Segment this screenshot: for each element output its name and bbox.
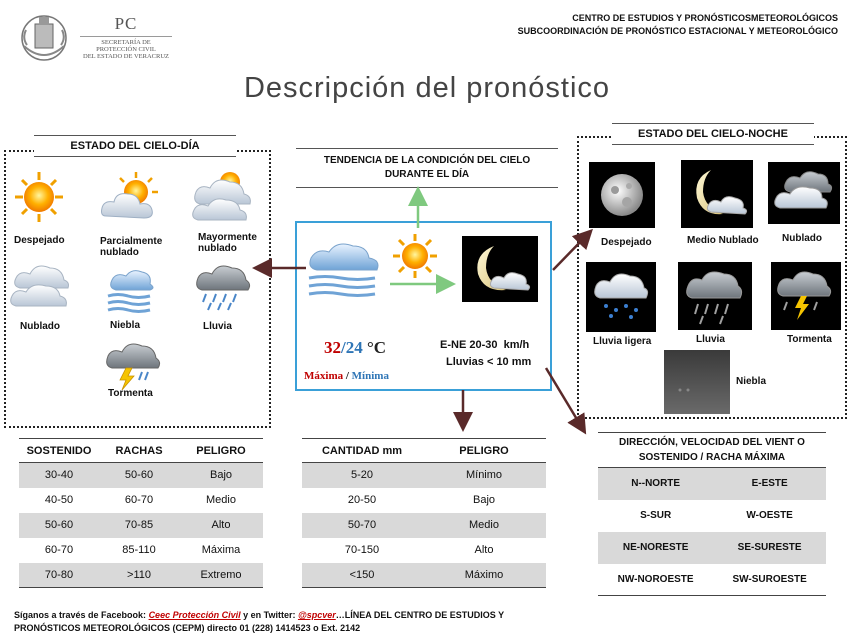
trend-line-1: TENDENCIA DE LA CONDICIÓN DEL CIELO <box>323 155 531 166</box>
header-rachas: RACHAS <box>99 439 179 463</box>
table-row <box>302 488 546 513</box>
cell: W-OESTE <box>746 510 793 521</box>
direction-table-title <box>598 432 826 465</box>
footer-text-1: Síganos a través de Facebook: <box>14 610 149 620</box>
rain-icon <box>192 260 252 312</box>
table-row <box>598 468 826 500</box>
cloud-icon <box>8 258 72 310</box>
label-max: Máxima <box>304 370 344 382</box>
fog-icon <box>104 266 156 314</box>
cell: 30-40 <box>19 463 99 488</box>
night-label-niebla: Niebla <box>736 376 767 387</box>
table-row <box>19 463 263 488</box>
logo-line-1: SECRETARÍA DE <box>101 39 151 46</box>
cell: Máxima <box>201 544 241 556</box>
wind-readout: E-NE 20-30 km/h <box>440 339 530 351</box>
cell: 50-60 <box>19 513 99 538</box>
cell: Medio <box>422 513 546 538</box>
temperature-readout <box>324 338 386 358</box>
direction-table <box>598 467 826 596</box>
day-label-parcialmente-nublado: Parcialmente nublado <box>100 236 163 258</box>
rain-danger-table <box>302 438 546 588</box>
cell: Máximo <box>422 563 546 588</box>
night-label-medio-nublado: Medio Nublado <box>687 235 759 246</box>
logo-initials: PC <box>114 14 138 33</box>
cell: Bajo <box>179 463 263 488</box>
trend-caption <box>296 148 558 188</box>
cell: NE-NORESTE <box>598 532 713 564</box>
header-org-name <box>518 12 838 38</box>
day-label-despejado: Despejado <box>14 235 65 246</box>
cell: Bajo <box>472 494 496 506</box>
direction-title-line-2: SOSTENIDO / RACHA MÁXIMA <box>638 452 786 463</box>
table-row <box>302 538 546 563</box>
logo-line-2: PROTECCIÓN CIVIL <box>96 46 156 53</box>
direction-title-line-1: DIRECCIÓN, VELOCIDAD DEL VIENT O <box>619 437 805 448</box>
table-row <box>19 488 263 513</box>
cell: E-ESTE <box>713 468 826 500</box>
header-peligro: PELIGRO <box>422 439 546 463</box>
table-header-row <box>19 439 263 463</box>
header-sostenido: SOSTENIDO <box>19 439 99 463</box>
cell: 40-50 <box>44 494 74 506</box>
cell: SW-SUROESTE <box>713 564 826 596</box>
page-title: Descripción del pronóstico <box>243 72 611 104</box>
table-row <box>302 463 546 488</box>
facebook-link[interactable]: Ceec Protección Civil <box>148 610 241 620</box>
temp-max: 32 <box>324 338 341 357</box>
cell: >110 <box>99 563 179 588</box>
logo-subtitle <box>80 36 172 60</box>
night-label-lluvia: Lluvia <box>696 334 725 345</box>
night-label-lluvia-ligera: Lluvia ligera <box>593 336 652 347</box>
footer-text-2: y en Twitter: <box>240 610 298 620</box>
day-label-tormenta: Tormenta <box>108 388 153 399</box>
header-peligro: PELIGRO <box>179 439 263 463</box>
table-row <box>302 563 546 588</box>
cell: N--NORTE <box>598 468 713 500</box>
night-panel-title: ESTADO DEL CIELO-NOCHE <box>612 123 814 145</box>
header-line-2: SUBCOORDINACIÓN DE PRONÓSTICO ESTACIONAL Y METEOROLÓGICO <box>517 26 838 36</box>
cell: Alto <box>179 513 263 538</box>
org-logo <box>80 14 172 60</box>
seal-logo <box>18 12 70 67</box>
table-row <box>598 500 826 532</box>
header-cantidad: CANTIDAD mm <box>302 439 422 463</box>
moon-cloud-icon-center <box>462 236 538 302</box>
sun-icon-center <box>392 233 438 279</box>
header-line-1: CENTRO DE ESTUDIOS Y PRONÓSTICOSMETEOROLÓGICOS <box>572 13 838 23</box>
cell: 70-85 <box>99 513 179 538</box>
table-row <box>19 513 263 538</box>
cell: 5-20 <box>302 463 422 488</box>
temp-min: 24 <box>345 338 363 357</box>
cell: Extremo <box>179 563 263 588</box>
night-label-despejado: Despejado <box>601 237 652 248</box>
full-moon-icon <box>589 162 655 228</box>
table-row <box>19 538 263 563</box>
table-header-row <box>302 439 546 463</box>
night-cloud-icon <box>768 162 840 224</box>
night-label-nublado: Nublado <box>782 233 822 244</box>
storm-icon <box>102 340 162 390</box>
rain-readout: Lluvias < 10 mm <box>446 356 532 368</box>
footer-text-3: …LÍNEA DEL CENTRO DE ESTUDIOS Y PRONÓSTICOS METEOROLÓGICOS (CEPM) directo 01 (228) 1414523 o Ext. 2142 <box>14 610 504 633</box>
cell: 85-110 <box>122 544 156 556</box>
day-label-mayormente-nublado: Mayormente nublado <box>198 232 257 254</box>
night-storm-icon <box>771 262 841 330</box>
cell: 50-60 <box>99 463 179 488</box>
night-label-tormenta: Tormenta <box>787 334 832 345</box>
table-row <box>598 564 826 596</box>
logo-line-3: DEL ESTADO DE VERACRUZ <box>83 53 169 60</box>
table-row <box>302 513 546 538</box>
moon-cloud-icon <box>681 160 753 228</box>
label-separator: / <box>343 370 352 382</box>
mostly-cloudy-icon <box>190 168 254 226</box>
cell: 20-50 <box>347 494 377 506</box>
twitter-link[interactable]: @spcver <box>297 610 336 620</box>
sun-icon <box>13 170 65 224</box>
cell: S-SUR <box>640 510 672 521</box>
cell: 70-150 <box>344 544 380 556</box>
trend-line-2: DURANTE EL DÍA <box>384 169 470 180</box>
night-light-rain-icon <box>586 262 656 332</box>
temp-unit: °C <box>362 338 387 357</box>
partly-cloudy-icon <box>100 170 162 222</box>
cell: Mínimo <box>422 463 546 488</box>
day-label-niebla: Niebla <box>110 320 141 331</box>
day-panel-title: ESTADO DEL CIELO-DÍA <box>34 135 236 157</box>
day-label-nublado: Nublado <box>20 321 60 332</box>
cell: 60-70 <box>124 494 154 506</box>
table-row <box>598 532 826 564</box>
night-fog-icon <box>664 350 730 414</box>
cell: <150 <box>302 563 422 588</box>
cell: 70-80 <box>19 563 99 588</box>
day-label-lluvia: Lluvia <box>203 321 232 332</box>
cell: SE-SURESTE <box>713 532 826 564</box>
temperature-legend <box>304 370 389 382</box>
temp-separator: / <box>341 338 346 357</box>
cell: Alto <box>474 544 494 556</box>
cell: NW-NOROESTE <box>598 564 713 596</box>
footer-contact <box>14 609 534 635</box>
cell: 60-70 <box>44 544 74 556</box>
night-rain-icon <box>678 262 752 330</box>
cell: Medio <box>206 494 236 506</box>
label-min: Mínima <box>351 370 389 382</box>
cloud-fog-icon <box>305 238 385 298</box>
wind-danger-table <box>19 438 263 588</box>
table-row <box>19 563 263 588</box>
cell: 50-70 <box>302 513 422 538</box>
